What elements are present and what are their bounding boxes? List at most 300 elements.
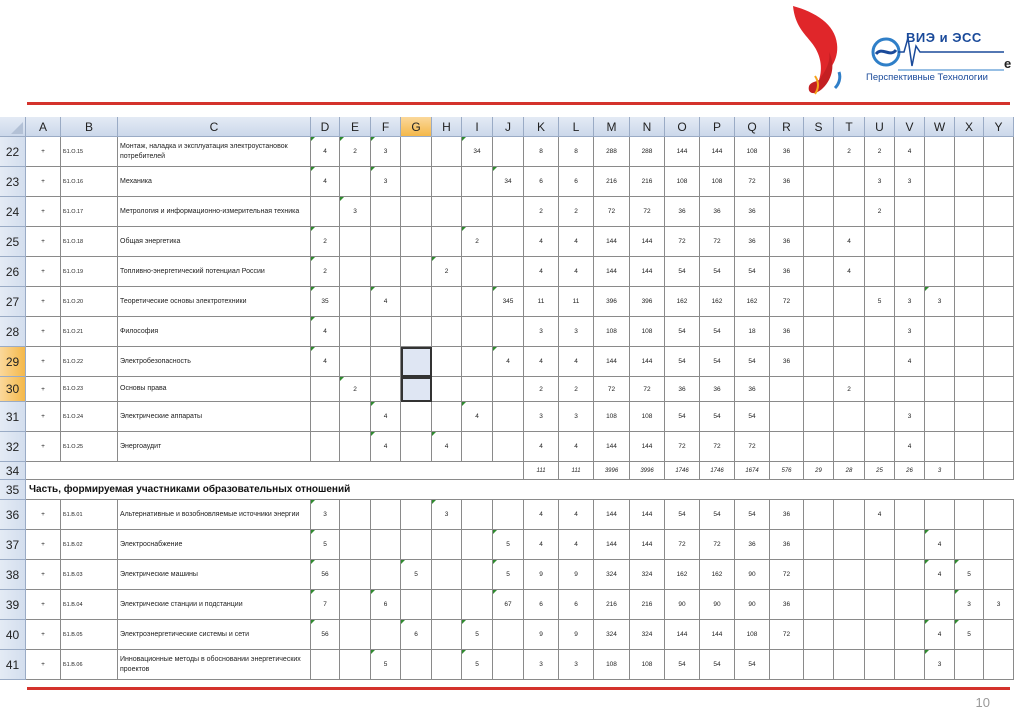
table-cell[interactable]: 216 [594, 590, 630, 620]
table-cell[interactable]: 2 [559, 377, 594, 402]
table-cell[interactable]: 5 [462, 620, 493, 650]
row-mark-cell[interactable]: + [26, 530, 61, 560]
table-cell[interactable] [340, 650, 371, 680]
table-cell[interactable] [401, 402, 432, 432]
section-title-cell[interactable]: Часть, формируемая участниками образовательных отношений [26, 480, 1014, 500]
table-cell[interactable] [340, 620, 371, 650]
table-cell[interactable] [462, 500, 493, 530]
table-cell[interactable]: 72 [630, 377, 665, 402]
column-header-s[interactable]: S [804, 117, 834, 137]
table-cell[interactable] [865, 377, 895, 402]
column-header-y[interactable]: Y [984, 117, 1014, 137]
sum-total-cell[interactable]: 3996 [594, 462, 630, 480]
table-cell[interactable] [925, 590, 955, 620]
table-cell[interactable] [340, 257, 371, 287]
table-cell[interactable] [401, 500, 432, 530]
table-cell[interactable]: 36 [735, 377, 770, 402]
table-cell[interactable]: 36 [665, 197, 700, 227]
table-cell[interactable] [770, 197, 804, 227]
table-cell[interactable] [925, 197, 955, 227]
table-cell[interactable]: 288 [594, 137, 630, 167]
table-cell[interactable] [462, 432, 493, 462]
row-header[interactable]: 35 [0, 480, 26, 500]
table-cell[interactable]: 54 [700, 257, 735, 287]
row-header[interactable]: 31 [0, 402, 26, 432]
table-cell[interactable]: 5 [493, 560, 524, 590]
table-cell[interactable]: 36 [665, 377, 700, 402]
table-cell[interactable] [311, 432, 340, 462]
table-cell[interactable]: 7 [311, 590, 340, 620]
table-cell[interactable]: 4 [524, 227, 559, 257]
table-cell[interactable]: 4 [895, 432, 925, 462]
table-cell[interactable]: 72 [770, 560, 804, 590]
table-cell[interactable] [865, 257, 895, 287]
table-cell[interactable] [865, 590, 895, 620]
table-cell[interactable] [371, 620, 401, 650]
table-cell[interactable]: 162 [700, 560, 735, 590]
table-cell[interactable] [804, 590, 834, 620]
table-cell[interactable]: 54 [700, 500, 735, 530]
table-cell[interactable] [311, 402, 340, 432]
table-cell[interactable]: 5 [462, 650, 493, 680]
table-cell[interactable]: 144 [594, 257, 630, 287]
table-cell[interactable] [804, 287, 834, 317]
discipline-code-cell[interactable]: Б1.В.02 [61, 530, 118, 560]
table-cell[interactable] [493, 197, 524, 227]
table-cell[interactable]: 4 [371, 432, 401, 462]
table-cell[interactable]: 3 [895, 402, 925, 432]
table-cell[interactable] [955, 650, 984, 680]
table-cell[interactable]: 144 [665, 620, 700, 650]
table-cell[interactable] [984, 137, 1014, 167]
sum-total-cell[interactable]: 1746 [700, 462, 735, 480]
sum-total-cell[interactable]: 26 [895, 462, 925, 480]
row-mark-cell[interactable]: + [26, 402, 61, 432]
table-cell[interactable]: 144 [594, 500, 630, 530]
table-cell[interactable]: 162 [665, 287, 700, 317]
table-cell[interactable]: 144 [630, 257, 665, 287]
discipline-name-cell[interactable]: Энергоаудит [118, 432, 311, 462]
row-header[interactable]: 34 [0, 462, 26, 480]
table-cell[interactable] [895, 377, 925, 402]
column-header-c[interactable]: C [118, 117, 311, 137]
table-cell[interactable]: 4 [524, 257, 559, 287]
discipline-name-cell[interactable]: Электрические станции и подстанции [118, 590, 311, 620]
table-cell[interactable] [804, 432, 834, 462]
table-cell[interactable]: 34 [493, 167, 524, 197]
column-header-m[interactable]: M [594, 117, 630, 137]
table-cell[interactable]: 4 [371, 287, 401, 317]
discipline-code-cell[interactable]: Б1.В.01 [61, 500, 118, 530]
table-cell[interactable]: 72 [665, 432, 700, 462]
table-cell[interactable]: 36 [770, 347, 804, 377]
table-cell[interactable]: 36 [735, 530, 770, 560]
table-cell[interactable]: 162 [665, 560, 700, 590]
table-cell[interactable] [984, 317, 1014, 347]
table-cell[interactable] [984, 227, 1014, 257]
sum-total-cell[interactable]: 3 [925, 462, 955, 480]
table-cell[interactable] [984, 432, 1014, 462]
table-cell[interactable] [432, 590, 462, 620]
table-cell[interactable]: 108 [594, 650, 630, 680]
table-cell[interactable] [432, 287, 462, 317]
discipline-code-cell[interactable]: Б1.В.03 [61, 560, 118, 590]
table-cell[interactable]: 4 [559, 500, 594, 530]
table-cell[interactable] [462, 377, 493, 402]
column-header-g[interactable]: G [401, 117, 432, 137]
table-cell[interactable] [340, 500, 371, 530]
table-cell[interactable]: 9 [524, 620, 559, 650]
table-cell[interactable] [432, 347, 462, 377]
table-cell[interactable] [834, 500, 865, 530]
row-header[interactable]: 26 [0, 257, 26, 287]
table-cell[interactable]: 9 [524, 560, 559, 590]
row-mark-cell[interactable]: + [26, 500, 61, 530]
table-cell[interactable]: 3 [432, 500, 462, 530]
column-header-t[interactable]: T [834, 117, 865, 137]
table-cell[interactable]: 108 [735, 620, 770, 650]
table-cell[interactable]: 2 [834, 377, 865, 402]
table-cell[interactable]: 108 [594, 402, 630, 432]
row-mark-cell[interactable]: + [26, 137, 61, 167]
table-cell[interactable] [340, 432, 371, 462]
discipline-name-cell[interactable]: Электроэнергетические системы и сети [118, 620, 311, 650]
table-cell[interactable] [804, 317, 834, 347]
table-cell[interactable]: 36 [700, 377, 735, 402]
row-mark-cell[interactable]: + [26, 377, 61, 402]
table-cell[interactable] [371, 560, 401, 590]
table-cell[interactable] [493, 317, 524, 347]
table-cell[interactable]: 216 [630, 590, 665, 620]
table-cell[interactable]: 2 [524, 377, 559, 402]
row-header[interactable]: 36 [0, 500, 26, 530]
table-cell[interactable]: 2 [524, 197, 559, 227]
table-cell[interactable]: 2 [834, 137, 865, 167]
table-cell[interactable]: 72 [700, 227, 735, 257]
table-cell[interactable] [340, 167, 371, 197]
table-cell[interactable] [925, 402, 955, 432]
table-cell[interactable] [865, 227, 895, 257]
row-mark-cell[interactable]: + [26, 167, 61, 197]
discipline-code-cell[interactable]: Б1.О.21 [61, 317, 118, 347]
table-cell[interactable]: 3 [524, 402, 559, 432]
table-cell[interactable] [834, 432, 865, 462]
table-cell[interactable] [432, 402, 462, 432]
table-cell[interactable]: 36 [770, 500, 804, 530]
table-cell[interactable]: 5 [865, 287, 895, 317]
table-cell[interactable]: 5 [493, 530, 524, 560]
discipline-code-cell[interactable]: Б1.О.19 [61, 257, 118, 287]
table-cell[interactable] [804, 500, 834, 530]
table-cell[interactable] [770, 377, 804, 402]
table-cell[interactable]: 3 [895, 167, 925, 197]
table-cell[interactable]: 108 [700, 167, 735, 197]
table-cell[interactable]: 54 [735, 402, 770, 432]
table-cell[interactable]: 144 [630, 432, 665, 462]
table-cell[interactable] [984, 500, 1014, 530]
table-cell[interactable] [311, 650, 340, 680]
table-cell[interactable]: 3 [984, 590, 1014, 620]
table-cell[interactable]: 345 [493, 287, 524, 317]
row-mark-cell[interactable]: + [26, 257, 61, 287]
discipline-name-cell[interactable]: Основы права [118, 377, 311, 402]
table-cell[interactable] [462, 197, 493, 227]
table-cell[interactable]: 144 [630, 500, 665, 530]
table-cell[interactable]: 3 [895, 317, 925, 347]
table-cell[interactable]: 11 [559, 287, 594, 317]
row-header[interactable]: 38 [0, 560, 26, 590]
table-cell[interactable] [925, 377, 955, 402]
table-cell[interactable]: 72 [735, 167, 770, 197]
table-cell[interactable]: 108 [630, 650, 665, 680]
table-cell[interactable] [493, 620, 524, 650]
table-cell[interactable]: 396 [594, 287, 630, 317]
table-cell[interactable] [865, 620, 895, 650]
table-cell[interactable] [834, 560, 865, 590]
table-cell[interactable] [804, 650, 834, 680]
table-cell[interactable] [955, 530, 984, 560]
table-cell[interactable] [770, 432, 804, 462]
table-cell[interactable]: 8 [524, 137, 559, 167]
discipline-name-cell[interactable]: Электробезопасность [118, 347, 311, 377]
column-header-p[interactable]: P [700, 117, 735, 137]
table-cell[interactable]: 54 [665, 500, 700, 530]
row-header[interactable]: 30 [0, 377, 26, 402]
discipline-code-cell[interactable]: Б1.В.04 [61, 590, 118, 620]
table-cell[interactable]: 144 [665, 137, 700, 167]
table-cell[interactable] [955, 137, 984, 167]
column-header-d[interactable]: D [311, 117, 340, 137]
table-cell[interactable] [984, 167, 1014, 197]
table-cell[interactable] [340, 287, 371, 317]
sum-total-cell[interactable] [984, 462, 1014, 480]
table-cell[interactable] [865, 402, 895, 432]
table-cell[interactable] [432, 377, 462, 402]
table-cell[interactable]: 72 [630, 197, 665, 227]
table-cell[interactable]: 35 [311, 287, 340, 317]
column-header-v[interactable]: V [895, 117, 925, 137]
column-header-u[interactable]: U [865, 117, 895, 137]
sum-total-cell[interactable] [955, 462, 984, 480]
table-cell[interactable] [340, 227, 371, 257]
table-cell[interactable]: 324 [594, 560, 630, 590]
row-mark-cell[interactable]: + [26, 432, 61, 462]
table-cell[interactable] [401, 317, 432, 347]
table-cell[interactable] [770, 650, 804, 680]
table-cell[interactable] [984, 402, 1014, 432]
table-cell[interactable] [895, 197, 925, 227]
column-header-w[interactable]: W [925, 117, 955, 137]
table-cell[interactable] [895, 257, 925, 287]
table-cell[interactable] [371, 530, 401, 560]
discipline-name-cell[interactable]: Альтернативные и возобновляемые источники энергии [118, 500, 311, 530]
table-cell[interactable]: 54 [665, 317, 700, 347]
table-cell[interactable]: 72 [770, 620, 804, 650]
table-cell[interactable]: 54 [665, 650, 700, 680]
table-cell[interactable] [401, 257, 432, 287]
table-cell[interactable] [371, 347, 401, 377]
table-cell[interactable]: 9 [559, 620, 594, 650]
table-cell[interactable]: 4 [493, 347, 524, 377]
table-cell[interactable] [925, 137, 955, 167]
table-cell[interactable] [432, 530, 462, 560]
table-cell[interactable] [371, 197, 401, 227]
table-cell[interactable]: 6 [371, 590, 401, 620]
table-cell[interactable] [865, 560, 895, 590]
table-cell[interactable] [895, 590, 925, 620]
table-cell[interactable]: 3 [865, 167, 895, 197]
table-cell[interactable] [432, 620, 462, 650]
table-cell[interactable]: 18 [735, 317, 770, 347]
sum-total-cell[interactable]: 29 [804, 462, 834, 480]
table-cell[interactable]: 4 [559, 257, 594, 287]
table-cell[interactable] [371, 317, 401, 347]
table-cell[interactable]: 2 [340, 137, 371, 167]
table-cell[interactable]: 36 [770, 257, 804, 287]
table-cell[interactable] [865, 530, 895, 560]
table-cell[interactable] [895, 560, 925, 590]
table-cell[interactable]: 4 [925, 620, 955, 650]
column-header-a[interactable]: A [26, 117, 61, 137]
table-cell[interactable]: 2 [865, 137, 895, 167]
sum-total-cell[interactable]: 1674 [735, 462, 770, 480]
row-header[interactable]: 40 [0, 620, 26, 650]
column-header-l[interactable]: L [559, 117, 594, 137]
table-cell[interactable]: 90 [665, 590, 700, 620]
table-cell[interactable] [371, 257, 401, 287]
discipline-code-cell[interactable]: Б1.В.06 [61, 650, 118, 680]
table-cell[interactable] [462, 530, 493, 560]
discipline-code-cell[interactable]: Б1.О.25 [61, 432, 118, 462]
table-cell[interactable] [834, 650, 865, 680]
sum-total-cell[interactable]: 1746 [665, 462, 700, 480]
table-cell[interactable]: 4 [895, 347, 925, 377]
discipline-name-cell[interactable]: Инновационные методы в обосновании энергетических проектов [118, 650, 311, 680]
discipline-name-cell[interactable]: Электрические аппараты [118, 402, 311, 432]
table-cell[interactable] [770, 402, 804, 432]
table-cell[interactable] [955, 287, 984, 317]
discipline-code-cell[interactable]: Б1.О.20 [61, 287, 118, 317]
table-cell[interactable]: 5 [371, 650, 401, 680]
table-cell[interactable]: 36 [770, 227, 804, 257]
table-cell[interactable]: 162 [700, 287, 735, 317]
table-cell[interactable]: 34 [462, 137, 493, 167]
table-cell[interactable]: 3 [340, 197, 371, 227]
table-cell[interactable]: 54 [700, 650, 735, 680]
table-cell[interactable]: 2 [340, 377, 371, 402]
discipline-name-cell[interactable]: Монтаж, наладка и эксплуатация электроустановок потребителей [118, 137, 311, 167]
table-cell[interactable] [834, 287, 865, 317]
table-cell[interactable]: 4 [524, 530, 559, 560]
column-header-f[interactable]: F [371, 117, 401, 137]
table-cell[interactable]: 108 [665, 167, 700, 197]
table-cell[interactable] [432, 560, 462, 590]
table-cell[interactable] [804, 227, 834, 257]
table-cell[interactable]: 54 [700, 402, 735, 432]
table-cell[interactable] [401, 287, 432, 317]
table-cell[interactable] [804, 137, 834, 167]
table-cell[interactable]: 54 [735, 257, 770, 287]
table-cell[interactable]: 144 [630, 530, 665, 560]
table-cell[interactable] [804, 167, 834, 197]
table-cell[interactable] [462, 287, 493, 317]
table-cell[interactable] [984, 620, 1014, 650]
table-cell[interactable] [462, 167, 493, 197]
table-cell[interactable]: 4 [311, 347, 340, 377]
table-cell[interactable]: 72 [735, 432, 770, 462]
row-mark-cell[interactable]: + [26, 620, 61, 650]
row-header[interactable]: 41 [0, 650, 26, 680]
table-cell[interactable]: 54 [665, 402, 700, 432]
table-cell[interactable]: 4 [559, 347, 594, 377]
discipline-code-cell[interactable]: Б1.О.16 [61, 167, 118, 197]
table-cell[interactable] [984, 650, 1014, 680]
table-cell[interactable] [925, 500, 955, 530]
column-header-k[interactable]: K [524, 117, 559, 137]
table-cell[interactable]: 56 [311, 560, 340, 590]
table-cell[interactable] [955, 500, 984, 530]
row-mark-cell[interactable]: + [26, 560, 61, 590]
table-cell[interactable]: 144 [594, 227, 630, 257]
discipline-code-cell[interactable]: Б1.О.18 [61, 227, 118, 257]
table-cell[interactable]: 36 [770, 167, 804, 197]
table-cell[interactable]: 90 [735, 560, 770, 590]
table-cell[interactable]: 4 [834, 257, 865, 287]
table-cell[interactable] [865, 432, 895, 462]
sum-row-label-cell[interactable] [26, 462, 524, 480]
discipline-code-cell[interactable]: Б1.О.23 [61, 377, 118, 402]
table-cell[interactable] [984, 257, 1014, 287]
table-cell[interactable]: 3 [524, 317, 559, 347]
row-header[interactable]: 32 [0, 432, 26, 462]
column-header-b[interactable]: B [61, 117, 118, 137]
table-cell[interactable]: 5 [955, 560, 984, 590]
table-cell[interactable]: 4 [432, 432, 462, 462]
table-cell[interactable] [401, 590, 432, 620]
table-cell[interactable]: 4 [371, 402, 401, 432]
table-cell[interactable] [834, 620, 865, 650]
table-cell[interactable]: 108 [594, 317, 630, 347]
table-cell[interactable] [432, 650, 462, 680]
table-cell[interactable]: 216 [630, 167, 665, 197]
table-cell[interactable]: 8 [559, 137, 594, 167]
table-cell[interactable]: 54 [700, 347, 735, 377]
table-cell[interactable]: 144 [594, 530, 630, 560]
table-cell[interactable] [955, 257, 984, 287]
table-cell[interactable] [804, 620, 834, 650]
table-cell[interactable] [340, 590, 371, 620]
table-cell[interactable] [401, 167, 432, 197]
table-cell[interactable] [895, 650, 925, 680]
table-cell[interactable] [371, 377, 401, 402]
table-cell[interactable] [493, 432, 524, 462]
table-cell[interactable] [865, 650, 895, 680]
table-cell[interactable]: 4 [559, 227, 594, 257]
sum-total-cell[interactable]: 28 [834, 462, 865, 480]
table-cell[interactable] [371, 500, 401, 530]
table-cell[interactable]: 3 [559, 650, 594, 680]
discipline-code-cell[interactable]: Б1.В.05 [61, 620, 118, 650]
table-cell[interactable] [804, 530, 834, 560]
table-cell[interactable] [401, 137, 432, 167]
table-cell[interactable]: 6 [559, 590, 594, 620]
table-cell[interactable]: 3 [371, 167, 401, 197]
sum-total-cell[interactable]: 111 [524, 462, 559, 480]
table-cell[interactable]: 2 [311, 227, 340, 257]
table-cell[interactable] [834, 347, 865, 377]
row-header[interactable]: 29 [0, 347, 26, 377]
table-cell[interactable] [804, 377, 834, 402]
